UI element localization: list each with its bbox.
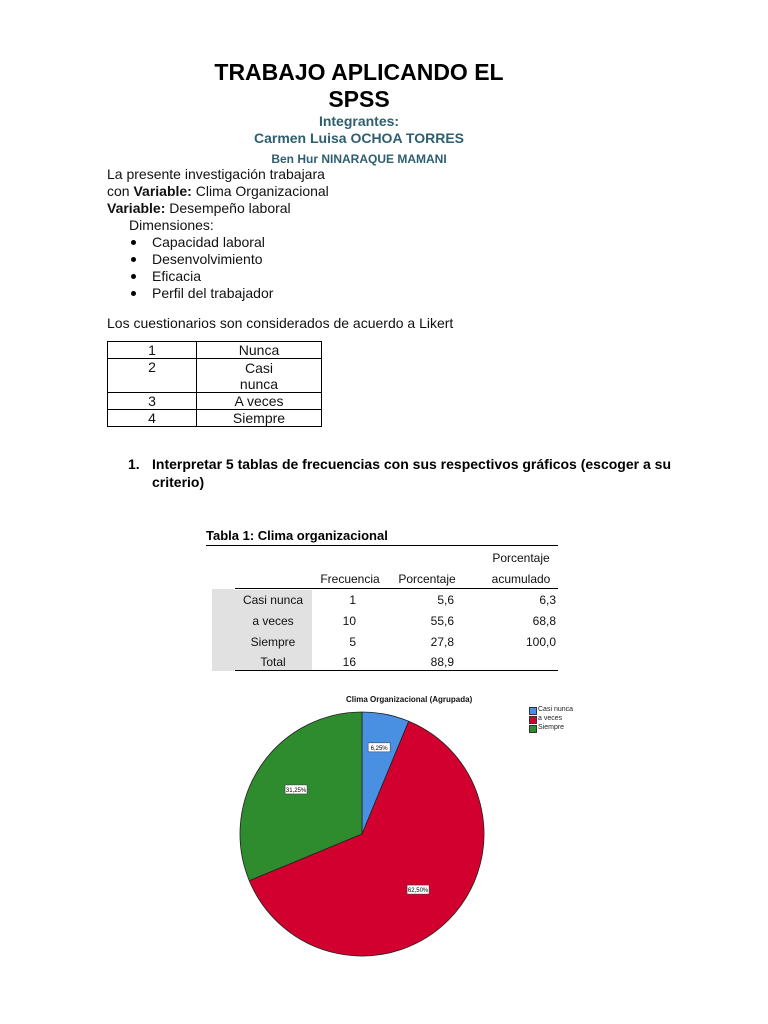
row-acum: 6,3 — [539, 593, 556, 607]
intro-line-2 — [107, 183, 329, 200]
header-acum-line1: Porcentaje — [492, 551, 550, 565]
dimension-label: Capacidad laboral — [152, 234, 265, 250]
freq-header-rule — [235, 588, 558, 589]
legend-label: a veces — [538, 715, 563, 722]
row-pct: 55,6 — [430, 614, 454, 628]
likert-label: Siempre — [197, 410, 322, 427]
likert-num: 4 — [108, 410, 197, 427]
legend-label: Siempre — [538, 724, 565, 731]
question-line-2: criterio) — [152, 474, 205, 490]
variable-2-line — [107, 200, 291, 217]
likert-label: A veces — [197, 393, 322, 410]
bullet-icon — [131, 274, 136, 279]
doc-title-line1: TRABAJO APLICANDO EL — [214, 59, 504, 85]
chart-title: Clima Organizacional (Agrupada) — [346, 695, 473, 704]
bullet-icon — [131, 240, 136, 245]
freq-row — [234, 611, 558, 632]
variable-1-value: Clima Organizacional — [191, 183, 329, 199]
intro-prefix: con — [107, 183, 134, 199]
question-line-1: Interpretar 5 tablas de frecuencias con sus respectivos gráficos (escoger a su — [152, 456, 671, 472]
row-freq: 16 — [342, 655, 356, 669]
pie-data-label — [407, 885, 429, 894]
legend-item — [538, 706, 573, 714]
dimensiones-label: Dimensiones: — [129, 217, 214, 233]
dimension-item — [152, 234, 273, 251]
pie-data-label — [368, 743, 390, 752]
row-label: Casi nunca — [234, 590, 312, 611]
row-pct: 5,6 — [437, 593, 454, 607]
row-pct: 27,8 — [430, 635, 454, 649]
variable-2-value: Desempeño laboral — [165, 200, 291, 216]
dimension-label: Eficacia — [152, 268, 202, 284]
row-freq: 10 — [342, 614, 356, 628]
legend-swatch — [529, 716, 537, 724]
freq-row — [234, 590, 558, 611]
likert-num: 2 — [108, 359, 197, 393]
legend-item — [538, 715, 562, 723]
pie-label-text: 6,25% — [370, 745, 388, 752]
freq-table-title: Tabla 1: Clima organizacional — [206, 528, 388, 543]
dimension-item — [152, 251, 273, 268]
likert-label-line1: Casi — [244, 359, 273, 376]
likert-label: Nunca — [197, 342, 322, 359]
pie-label-text: 31,25% — [285, 787, 307, 794]
question-number: 1. — [128, 456, 140, 472]
freq-bottom-rule — [235, 670, 558, 671]
row-freq: 1 — [349, 593, 356, 607]
dimensiones-list — [152, 234, 273, 302]
doc-title-line2: SPSS — [328, 86, 390, 112]
bullet-icon — [131, 257, 136, 262]
likert-row — [108, 342, 322, 359]
member-1: Carmen Luisa OCHOA TORRES — [253, 130, 465, 146]
variable-label-1: Variable: — [133, 183, 192, 199]
freq-gray-side — [212, 589, 234, 671]
intro-line-1: La presente investigación trabajara — [107, 166, 325, 182]
pie-data-label — [285, 785, 307, 794]
header-frecuencia: Frecuencia — [320, 572, 380, 586]
row-acum: 68,8 — [532, 614, 556, 628]
header-acum-line2: acumulado — [491, 572, 551, 586]
header-porcentaje: Porcentaje — [398, 572, 456, 586]
dimension-item — [152, 268, 273, 285]
dimension-item — [152, 285, 273, 302]
bullet-icon — [131, 291, 136, 296]
pie-chart — [230, 700, 500, 970]
dimension-label: Desenvolvimiento — [152, 251, 263, 267]
legend-swatch — [529, 725, 537, 733]
row-acum: 100,0 — [525, 635, 556, 649]
likert-row — [108, 410, 322, 427]
likert-intro: Los cuestionarios son considerados de acuerdo a Likert — [107, 315, 454, 331]
freq-row — [234, 632, 558, 653]
likert-label — [197, 359, 322, 393]
likert-row — [108, 393, 322, 410]
row-label: Total — [234, 652, 312, 670]
member-2: Ben Hur NINARAQUE MAMANI — [271, 152, 447, 166]
likert-label-line2: nunca — [239, 375, 279, 392]
row-label: Siempre — [234, 632, 312, 653]
freq-top-rule — [206, 545, 558, 546]
row-freq: 5 — [349, 635, 356, 649]
likert-num: 1 — [108, 342, 197, 359]
likert-num: 3 — [108, 393, 197, 410]
legend-swatch — [529, 707, 537, 715]
likert-row — [108, 359, 322, 393]
integrantes-label: Integrantes: — [318, 113, 400, 129]
legend-label: Casi nunca — [538, 706, 574, 713]
pie-label-text: 62,50% — [407, 888, 429, 895]
dimension-label: Perfil del trabajador — [152, 285, 274, 301]
row-label: a veces — [234, 611, 312, 632]
likert-table — [107, 341, 322, 427]
row-pct: 88,9 — [430, 655, 454, 669]
legend-item — [538, 724, 564, 732]
variable-label-2: Variable: — [107, 200, 166, 216]
chart-legend — [538, 706, 608, 738]
